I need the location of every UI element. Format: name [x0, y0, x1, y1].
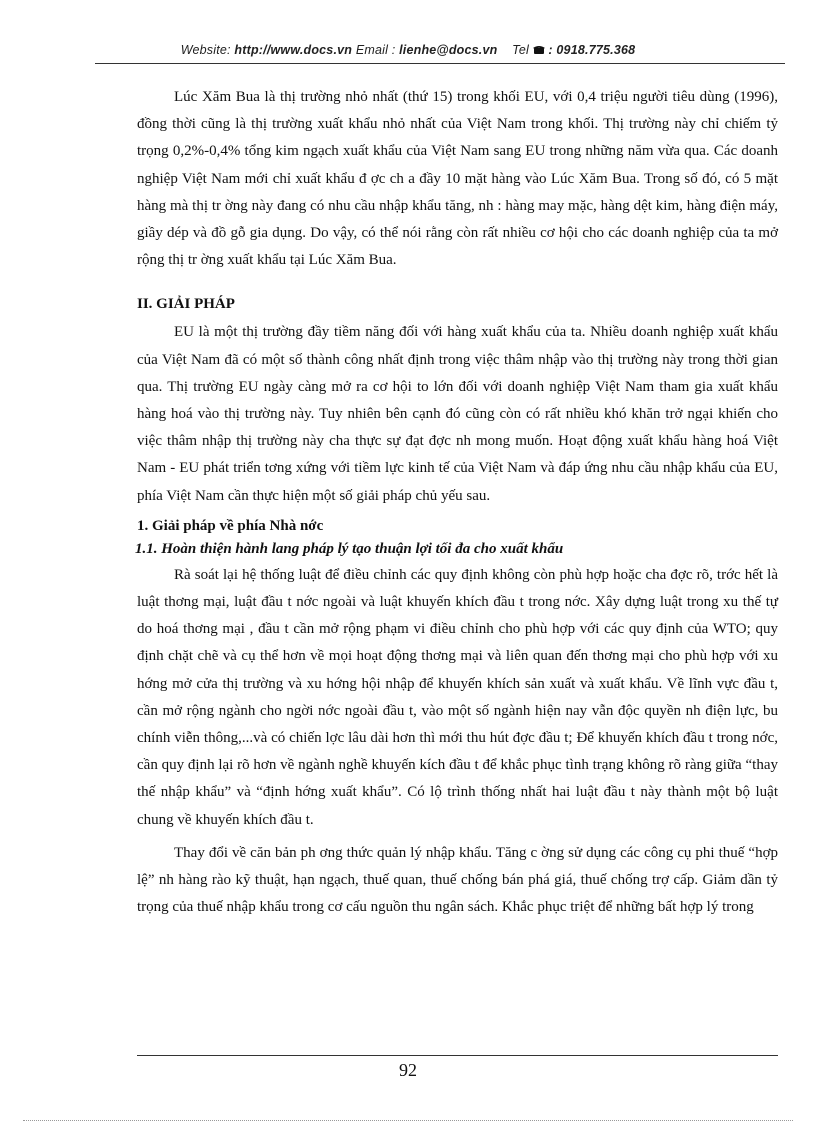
tel-value: : 0918.775.368 [548, 43, 636, 57]
paragraph-intro: EU là một thị trường đầy tiềm năng đối với hàng xuất khẩu của ta. Nhiều doanh nghiệp xuất khẩu của Việt Nam đã có một số thành công nhất định trong việc thâm nhập vào thị trường này trong thời gian qua. Thị trường EU ngày càng mở ra cơ hội to lớn đối với doanh nghiệp Việt Nam tham gia xuất khẩu hàng hoá vào thị trường này. Tuy nhiên bên cạnh đó cũng còn có rất nhiều khó khăn trở ngại khiến cho việc thâm nhập thị trường này cha thực sự đạt đợc nh mong muốn. Hoạt động xuất khẩu hàng hoá Việt Nam - EU phát triển tơng xứng với tiềm lực kinh tế của Việt Nam và đáp ứng nhu cầu nhập khẩu của EU, phía Việt Nam cần thực hiện một số giải pháp chủ yếu sau. [137, 324, 778, 504]
tel-label: Tel [512, 43, 529, 57]
paragraph-import: Thay đổi về căn bản ph ơng thức quản lý nhập khẩu. Tăng c ờng sử dụng các công cụ phi thuế “hợp lệ” nh hàng rào kỹ thuật, hạn ngạch, thuế quan, thuế chống bán phá giá, thuế chống trợ cấp. Giảm dần tỷ trọng của thuế nhập khẩu trong cơ cấu nguồn thu ngân sách. Khắc phục triệt để những bất hợp lý trong [137, 844, 778, 916]
email-label: Email : [355, 43, 396, 57]
website-label: Website: [180, 43, 231, 57]
subsubsection-heading: 1.1. Hoàn thiện hành lang pháp lý tạo thuận lợi tối đa cho xuất khẩu [135, 540, 564, 557]
email-link[interactable]: lienhe@docs.vn [399, 43, 498, 57]
page-edge [23, 1120, 793, 1121]
header-rule [95, 63, 785, 64]
page-header [0, 43, 816, 57]
footer-rule [137, 1055, 778, 1056]
paragraph-luxembourg: Lúc Xăm Bua là thị trường nhỏ nhất (thứ 15) trong khối EU, với 0,4 triệu người tiêu dùng (1996), đồng thời cũng là thị trường xuất khẩu nhỏ nhất của Việt Nam trong khối. Thị trường này chỉ chiếm tỷ trọng 0,2%-0,4% tổng kim ngạch xuất khẩu của Việt Nam sang EU trong những năm vừa qua. Các doanh nghiệp Việt Nam mới chỉ xuất khẩu đ ợc ch a đầy 10 mặt hàng vào Lúc Xăm Bua. Trong số đó, có 5 mặt hàng mà thị tr ờng này đang có nhu cầu nhập khẩu tăng, nh : hàng may mặc, hàng dệt kim, hàng điện máy, giầy dép và đồ gỗ gia dụng. Do vậy, có thể nói rằng còn rất nhiều cơ hội cho các doanh nghiệp của ta mở rộng thị tr ờng xuất khẩu tại Lúc Xăm Bua. [137, 89, 778, 269]
page-number: 92 [399, 1060, 417, 1080]
website-link[interactable]: http://www.docs.vn [234, 43, 353, 57]
section-heading: II. GIẢI PHÁP [137, 296, 235, 313]
document-body [137, 74, 778, 921]
paragraph-law: Rà soát lại hệ thống luật để điều chỉnh các quy định không còn phù hợp hoặc cha đợc rõ, trớc hết là luật thơng mại, luật đầu t nớc ngoài và luật khuyến khích đầu t trong nớc. Xây dựng luật trong xu thế tự do hoá thơng mại , đầu t cần mở rộng phạm vi điều chỉnh cho phù hợp với các quy định của WTO; quy định chặt chẽ và cụ thể hơn về mọi hoạt động thơng mại và liên quan đến thơng mại cho phù hợp với xu hớng mở cửa thị trường và xu hớng hội nhập để khuyến khích sản xuất và xuất khẩu. Về lĩnh vực đầu t, cần mở rộng ngành cho ngời nớc ngoài đầu t, vào một số ngành hiện nay vẫn độc quyền nh điện lực, bu chính viễn thông,...và có chiến lợc lâu dài hơn thì mới thu hút đợc đầu t; Để khuyến khích đầu t trong nớc, cần quy định lại rõ hơn về ngành nghề khuyến kích đầu t để khắc phục tình trạng không rõ ràng giữa “thay thế nhập khẩu” và “định hớng xuất khẩu”. Có lộ trình thống nhất hai luật đầu t này thành một bộ luật chung về khuyến khích đầu t. [137, 566, 778, 828]
phone-icon [533, 43, 549, 57]
subsection-heading: 1. Giải pháp về phía Nhà nớc [137, 517, 324, 534]
